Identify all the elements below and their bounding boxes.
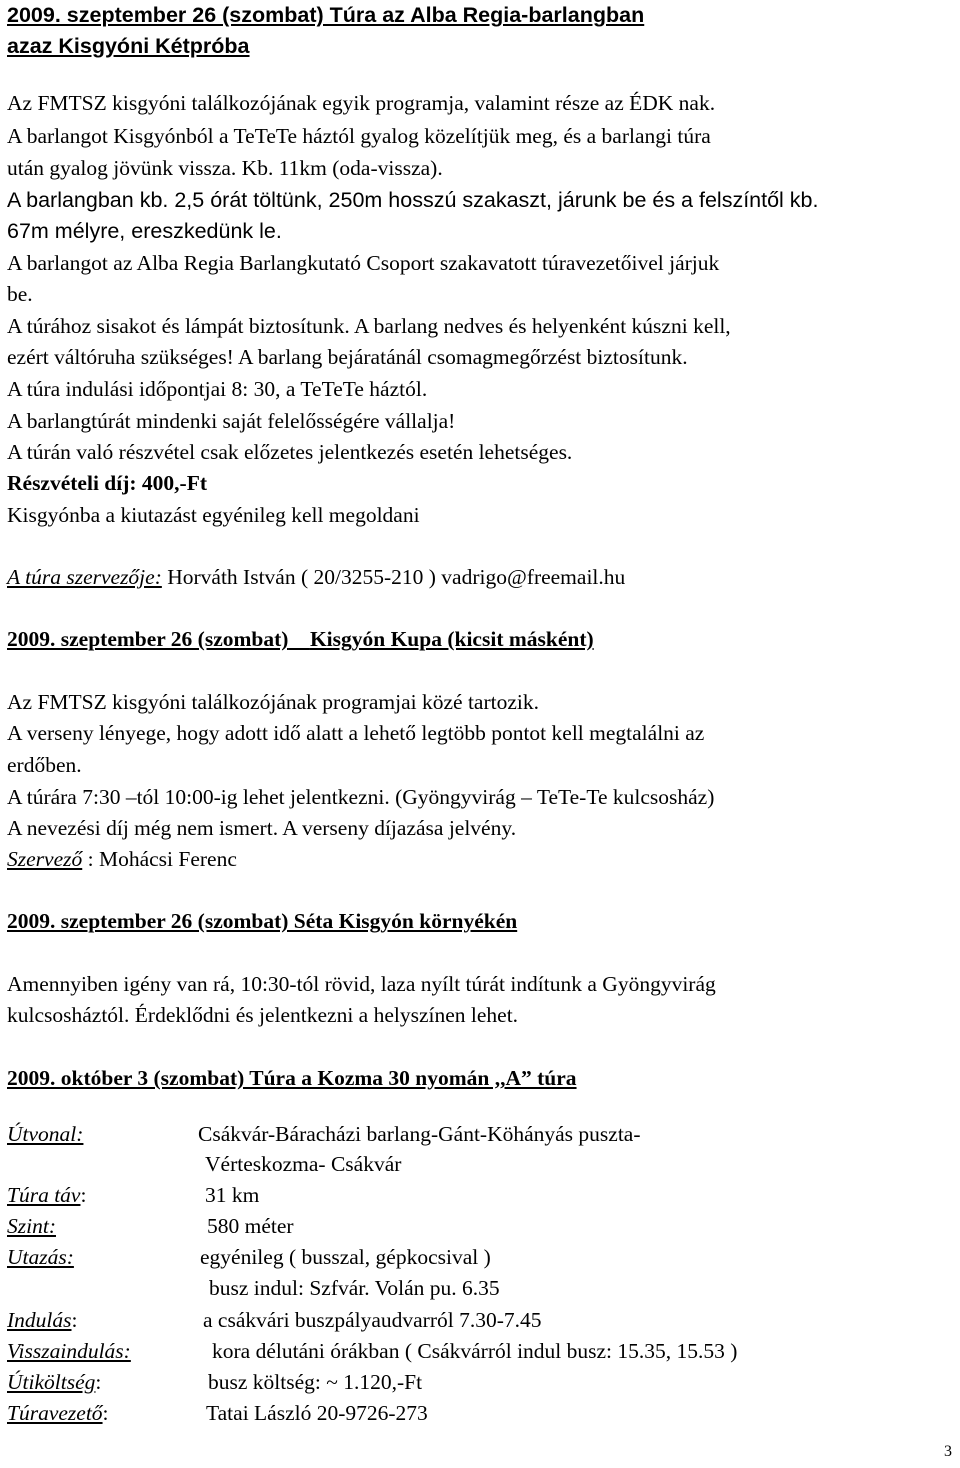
section2-organizer — [7, 844, 237, 874]
section1-text-line: A túrán való részvétel csak előzetes jelentkezés esetén lehetséges. — [7, 440, 573, 464]
travel-value-2: busz indul: Szfvár. Volán pu. 6.35 — [209, 1276, 500, 1300]
section3-text-line: kulcsosháztól. Érdeklődni és jelentkezni a helyszínen lehet. — [7, 1003, 519, 1027]
distance-label: Túra táv — [7, 1183, 81, 1207]
section2-text-line: A nevezési díj még nem ismert. A verseny díjazása jelvény. — [7, 816, 517, 840]
guide-colon: : — [102, 1401, 109, 1425]
section3-text-line: Amennyiben igény van rá, 10:30-tól rövid, laza nyílt túrát indítunk a Gyöngyvirág — [7, 972, 716, 996]
section2-title — [7, 624, 594, 654]
organizer-value: Horváth István ( 20/3255-210 ) vadrigo@freemail.hu — [161, 565, 626, 589]
route-value: Csákvár-Báracházi barlang-Gánt-Köhányás puszta- — [198, 1122, 641, 1146]
level-label: Szint: — [7, 1214, 56, 1238]
distance-value: 31 km — [205, 1183, 260, 1207]
section1-text-line: A túrához sisakot és lámpát biztosítunk. A barlang nedves és helyenként kúszni kell, — [7, 314, 731, 338]
route-value-2: Vérteskozma- Csákvár — [205, 1152, 402, 1176]
section2-organizer-label: Szervező — [7, 847, 83, 871]
section4-title: 2009. október 3 (szombat) Túra a Kozma 30 nyomán ,,A” túra — [7, 1066, 577, 1090]
travel-note: Kisgyónba a kiutazást egyénileg kell megoldani — [7, 503, 420, 527]
organizer-label: A túra szervezője: — [7, 565, 162, 589]
section3-title: 2009. szeptember 26 (szombat) Séta Kisgyón környékén — [7, 909, 518, 933]
departure-label: Indulás — [7, 1308, 72, 1332]
section2-text-line: A túrára 7:30 –tól 10:00-ig lehet jelentkezni. (Gyöngyvirág – TeTe-Te kulcsosház) — [7, 785, 715, 809]
level-value: 580 méter — [207, 1214, 294, 1238]
section2-text-line: erdőben. — [7, 753, 82, 777]
section2-title-gap — [288, 627, 310, 651]
section1-title-line1: 2009. szeptember 26 (szombat) Túra az Alba Regia-barlangban — [7, 3, 645, 27]
section1-organizer — [7, 562, 625, 592]
guide-label: Túravezető — [7, 1401, 103, 1425]
section1-text-line: A barlangot Kisgyónból a TeTeTe háztól gyalog közelítjük meg, és a barlangi túra — [7, 124, 711, 148]
cost-colon: : — [95, 1370, 102, 1394]
section1-text-line: be. — [7, 282, 33, 306]
cost-value: busz költség: ~ 1.120,-Ft — [208, 1370, 423, 1394]
travel-value: egyénileg ( busszal, gépkocsival ) — [200, 1245, 491, 1269]
page-number: 3 — [944, 1443, 952, 1460]
departure-colon: : — [71, 1308, 78, 1332]
section1-text-line: 67m mélyre, ereszkedünk le. — [7, 219, 282, 243]
section1-text-line: A túra indulási időpontjai 8: 30, a TeTeTe háztól. — [7, 377, 428, 401]
cost-label: Útiköltség — [7, 1370, 96, 1394]
section2-title-date: 2009. szeptember 26 (szombat) — [7, 627, 289, 651]
section1-text-line: A barlangban kb. 2,5 órát töltünk, 250m hosszú szakaszt, járunk be és a felszíntől kb. — [7, 188, 819, 212]
return-label: Visszaindulás: — [7, 1339, 131, 1363]
section1-text-line: A barlangtúrát mindenki saját felelősségére vállalja! — [7, 409, 456, 433]
return-value: kora délutáni órákban ( Csákvárról indul busz: 15.35, 15.53 ) — [212, 1339, 738, 1363]
section2-text-line: A verseny lényege, hogy adott idő alatt a lehető legtöbb pontot kell megtalálni az — [7, 721, 705, 745]
section2-organizer-value: : Mohácsi Ferenc — [82, 847, 237, 871]
departure-value: a csákvári buszpályaudvarról 7.30-7.45 — [203, 1308, 542, 1332]
section2-title-name: Kisgyón Kupa (kicsit másként) — [309, 627, 594, 651]
section2-text-line: Az FMTSZ kisgyóni találkozójának programjai közé tartozik. — [7, 690, 539, 714]
distance-colon: : — [80, 1183, 87, 1207]
travel-label: Utazás: — [7, 1245, 74, 1269]
participation-fee: Részvételi díj: 400,-Ft — [7, 471, 207, 495]
section1-text-line: Az FMTSZ kisgyóni találkozójának egyik programja, valamint része az ÉDK nak. — [7, 91, 716, 115]
guide-value: Tatai László 20-9726-273 — [206, 1401, 428, 1425]
section1-text-line: után gyalog jövünk vissza. Kb. 11km (oda-vissza). — [7, 156, 443, 180]
section1-text-line: A barlangot az Alba Regia Barlangkutató Csoport szakavatott túravezetőivel járjuk — [7, 251, 720, 275]
route-label: Útvonal: — [7, 1122, 84, 1146]
section1-title-line2: azaz Kisgyóni Kétpróba — [7, 34, 250, 58]
section1-text-line: ezért váltóruha szükséges! A barlang bejáratánál csomagmegőrzést biztosítunk. — [7, 345, 688, 369]
